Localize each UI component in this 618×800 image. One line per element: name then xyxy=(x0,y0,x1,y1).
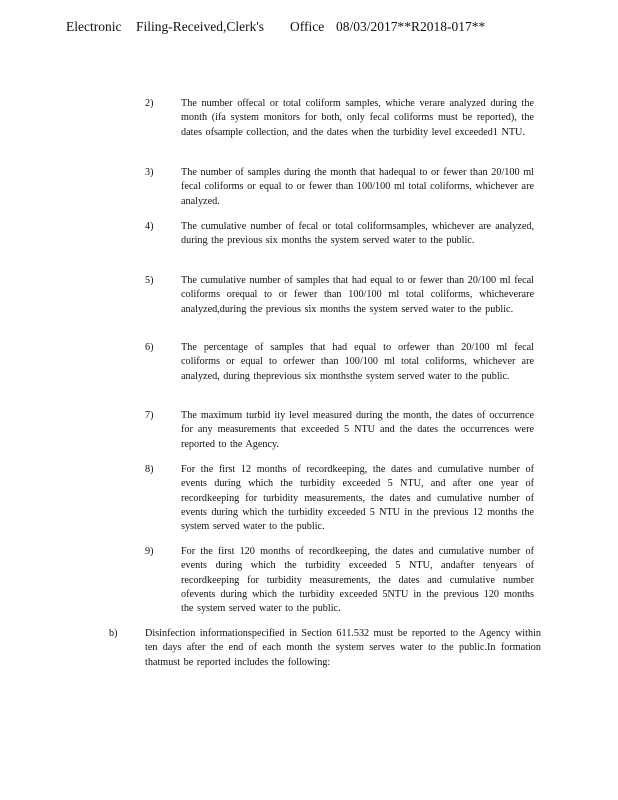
header-date-docket: 08/03/2017**R2018-017** xyxy=(336,19,486,34)
item-text: For the first 120 months of recordkeeping, the dates and cumulative number of events during which the turbidity exceeded 5 NTU, andafter tenyears of recordkeeping for turbidity measurements, the dates and cumulative number ofevents during which the turbidity exceeded 5NTU in the previous 120 months the system served water to the public. xyxy=(181,546,534,615)
section-letter: b) xyxy=(109,628,118,639)
item-text: The number of samples during the month that hadequal to or fewer than 20/100 ml fecal coliforms or equal to or fewer than 100/100 ml total coliforms, whichever are analyzed. xyxy=(181,167,534,207)
header-filing-received: Filing-Received,Clerk's xyxy=(136,19,265,34)
item-number: 3) xyxy=(145,167,154,178)
item-number: 8) xyxy=(145,464,154,475)
item-number: 9) xyxy=(145,546,154,557)
item-text: The percentage of samples that had equal to orfewer than 20/100 ml fecal coliforms or equal to orfewer than 100/100 ml total coliforms, whichever are analyzed, during theprevious six monthsthe system served water to the public. xyxy=(181,342,534,382)
header-electronic: Electronic xyxy=(66,19,122,34)
section-text: Disinfection informationspecified in Section 611.532 must be reported to the Agency within ten days after the end of each month the system serves water to the public.In formation thatmust be reported includes the following: xyxy=(145,628,541,668)
item-text: The number offecal or total coliform samples, whiche verare analyzed during the month (ifa system monitors for both, only fecal coliforms must be reported), the dates ofsample collection, and the dates when the turbidity level exceeded1 NTU. xyxy=(181,98,534,138)
item-text: The maximum turbid ity level measured during the month, the dates of occurrence for any measurements that exceeded 5 NTU and the dates the occurrences were reported to the Agency. xyxy=(181,410,534,450)
item-text: The cumulative number of samples that had equal to or fewer than 20/100 ml fecal coliforms orequal to or fewer than 100/100 ml total coliforms, whicheverare analyzed,during the previous six months the system served water to the public. xyxy=(181,275,534,315)
item-text: The cumulative number of fecal or total coliformsamples, whichever are analyzed, during the previous six months the system served water to the public. xyxy=(181,221,534,247)
item-text: For the first 12 months of recordkeeping, the dates and cumulative number of events during which the turbidity exceeded 5 NTU, and after one year of recordkeeping for turbidity measurements, the dates and cumulative number of events during which the turbidity exceeded 5 NTU in the previous 12 months the system served water to the public. xyxy=(181,464,534,533)
filing-header xyxy=(66,18,606,36)
item-number: 6) xyxy=(145,342,154,353)
item-number: 7) xyxy=(145,410,154,421)
header-office: Office xyxy=(290,19,325,34)
item-number: 2) xyxy=(145,98,154,109)
item-number: 5) xyxy=(145,275,154,286)
item-number: 4) xyxy=(145,221,154,232)
